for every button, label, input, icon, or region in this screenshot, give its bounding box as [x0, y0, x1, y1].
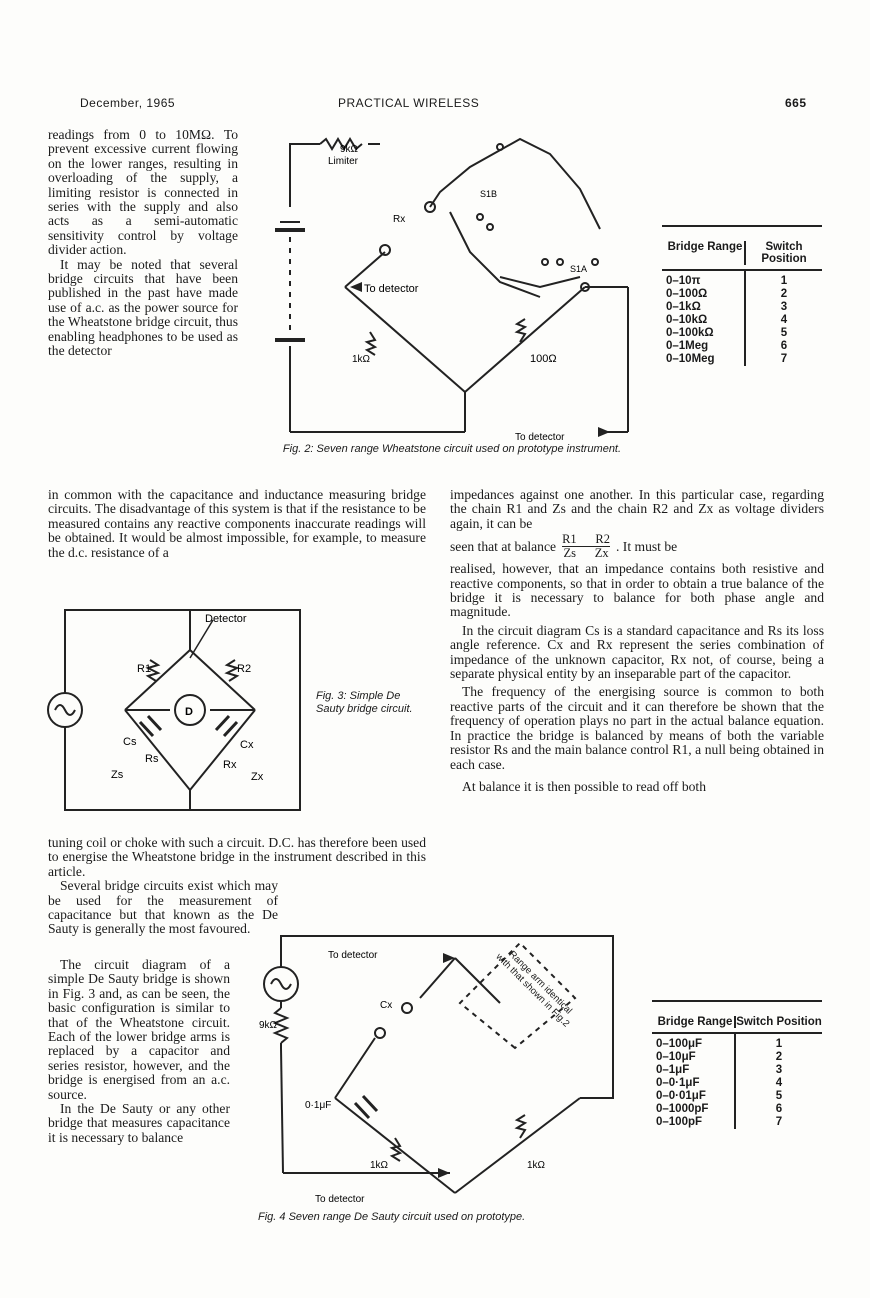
fig3-detector-d-label: D	[185, 706, 193, 718]
table-header	[662, 241, 822, 271]
table-position-column	[744, 271, 822, 366]
fig4-cx-label: Cx	[380, 1000, 393, 1011]
fig3-r2-label: R2	[237, 663, 252, 675]
fig2-rx-label: Rx	[393, 214, 406, 225]
table-cell: 0–1000pF	[656, 1103, 709, 1115]
paragraph: In the circuit diagram Cs is a standard capacitance and Rs its loss angle reference. Cx and Rx represent the series combination of impedance of the unknown capacitor, Rx not, of course, being a separate physical entity by an inseparable part of the capacitor.	[450, 622, 824, 682]
table-cell: 0–0·1μF	[656, 1077, 700, 1089]
fig4-diagram	[245, 928, 625, 1208]
fig2-to-detector2-label: To detector	[515, 432, 565, 442]
table-bridge-ranges-capacitance	[652, 1000, 822, 1129]
table-position-column	[734, 1034, 822, 1129]
fig2-caption: Fig. 2: Seven range Wheatstone circuit used on prototype instrument.	[282, 443, 622, 455]
fig2-s1b-label: S1B	[480, 189, 498, 199]
paragraph: tuning coil or choke with such a circuit. D.C. has therefore been used to energise the Wheatstone bridge in the instrument described in this article.	[48, 835, 426, 879]
header-title: PRACTICAL WIRELESS	[338, 96, 480, 110]
paragraph: Several bridge circuits exist which may be used for the measurement of capacitance but that known as the De Sauty is generally the most favoured.	[48, 878, 278, 937]
table-cell: 0–10kΩ	[666, 314, 708, 326]
fig4-r-right-label: 1kΩ	[527, 1160, 546, 1171]
table-body	[662, 271, 822, 366]
table-cell: 1	[775, 1038, 783, 1050]
fig3-cs-label: Cs	[123, 736, 137, 748]
fig4-c01-label: 0·1μF	[305, 1100, 332, 1111]
paragraph: It may be noted that several bridge circuits that have been published in the past have made use of a.c. as the power source for the Wheatstone bridge circuit, thus enabling headphones to be used as the detector	[48, 256, 238, 359]
table-cell: 4	[780, 314, 788, 326]
table-cell: 5	[780, 327, 788, 339]
table-cell: 0–0·01μF	[656, 1090, 706, 1102]
fig2-to-detector-label: To detector	[364, 283, 419, 295]
table-cell: 0–100pF	[656, 1116, 703, 1128]
fig2-limiter-value: 9kΩ	[340, 144, 359, 155]
table-cell: 2	[780, 288, 788, 300]
table-cell: 0–1Meg	[666, 340, 709, 352]
body-left-top	[48, 128, 238, 359]
paragraph: The circuit diagram of a simple De Sauty bridge is shown in Fig. 3 and, as can be seen, the basic configuration is similar to that of the Wheatstone circuit. Each of the lower bridge arms is replaced by a capacitor and series resistor, however, and the bridge is energised from an a.c. source.	[48, 957, 230, 1102]
header-page-number: 665	[785, 96, 807, 110]
body-right	[450, 488, 824, 794]
body-left-mid: in common with the capacitance and inductance measuring bridge circuits. The disadvantage of this system is that if the resistance to be measured contains any reactive components inaccurate readings will be obtained. It would be almost impossible, for example, to measure the d.c. resistance of a	[48, 487, 426, 560]
table-top-rule	[662, 225, 822, 227]
table-cell: 6	[780, 340, 788, 352]
body-left-bottom	[48, 958, 230, 1145]
fig2-r-left-label: 1kΩ	[352, 354, 371, 365]
fig2-r-right-label: 100Ω	[530, 353, 557, 365]
fig3-zs-label: Zs	[111, 769, 124, 781]
equation-prefix: seen that at balance	[450, 538, 557, 554]
table-cell: 0–100kΩ	[666, 327, 714, 339]
table-cell: 2	[775, 1051, 783, 1063]
fig4-range-arm-note: Range arm identical with that shown in Fig.2	[493, 948, 575, 1030]
table-cell: 0–10μF	[656, 1051, 696, 1063]
paragraph: readings from 0 to 10MΩ. To prevent excessive current flowing on the lower ranges, resulting in overloading of the supply, a limiting resistor is connected in series with the supply and also acts as a semi-automatic sensitivity control by voltage divider action.	[48, 127, 238, 258]
table-cell: 5	[775, 1090, 783, 1102]
fig4-r-left-label: 1kΩ	[370, 1160, 389, 1171]
table-cell: 6	[775, 1103, 783, 1115]
table-cell: 0–10Meg	[666, 353, 715, 365]
fig2-limiter-label: Limiter	[328, 156, 359, 167]
fig4-to-detector2-label: To detector	[315, 1194, 365, 1205]
equation-denominator: Zs Zx	[563, 546, 609, 561]
table-cell: 1	[780, 275, 788, 287]
fig3-caption: Fig. 3: Simple De Sauty bridge circuit.	[316, 690, 413, 715]
table-cell: 7	[780, 353, 788, 365]
table-cell: 0–1μF	[656, 1064, 690, 1076]
table-top-rule	[652, 1000, 822, 1002]
paragraph: At balance it is then possible to read off both	[462, 778, 707, 794]
fig3-rx-label: Rx	[223, 759, 237, 771]
fig3-detector-label: Detector	[205, 613, 247, 625]
fig3-diagram	[45, 590, 305, 830]
table-header-range: Bridge Range	[667, 241, 743, 253]
fig4-to-detector-label: To detector	[328, 950, 378, 961]
table-cell: 7	[775, 1116, 783, 1128]
table-header-position: Switch Position	[734, 1016, 822, 1028]
table-cell: 3	[775, 1064, 783, 1076]
table-bridge-ranges-resistance	[662, 225, 822, 366]
equation-suffix: . It must be	[616, 538, 678, 554]
fig3-cx-label: Cx	[240, 739, 254, 751]
table-range-column	[662, 271, 744, 366]
table-header-range: Bridge Range	[657, 1016, 733, 1028]
equation-fraction	[562, 533, 610, 560]
paragraph: impedances against one another. In this particular case, regarding the chain R1 and Zs and the chain R2 and Zx as voltage dividers again, it can be	[450, 487, 824, 531]
fig2-diagram	[250, 122, 650, 442]
paragraph: The frequency of the energising source is common to both reactive parts of the circuit and it can therefore be shown that the frequency of operation plays no part in the actual balance equation. In practice the bridge is balanced by means of both the variable resistor Rs and the main balance control R1, a null being obtained in each case.	[450, 684, 824, 772]
balance-equation	[450, 533, 824, 560]
fig2-s1a-label: S1A	[570, 264, 588, 274]
table-header	[652, 1016, 822, 1034]
table-cell: 0–100μF	[656, 1038, 703, 1050]
paragraph: In the De Sauty or any other bridge that measures capacitance it is necessary to balance	[48, 1101, 230, 1145]
table-cell: 3	[780, 301, 788, 313]
table-range-column	[652, 1034, 734, 1129]
fig3-zx-label: Zx	[251, 771, 264, 783]
table-cell: 0–100Ω	[666, 288, 708, 300]
fig4-caption: Fig. 4 Seven range De Sauty circuit used on prototype.	[258, 1211, 526, 1223]
fig4-r9k-label: 9kΩ	[259, 1020, 278, 1031]
body-left-low	[48, 836, 426, 937]
table-cell: 4	[775, 1077, 783, 1089]
table-body	[652, 1034, 822, 1129]
table-cell: 0–1kΩ	[666, 301, 701, 313]
header-date: December, 1965	[80, 96, 176, 110]
equation-numerator: R1 R2	[562, 532, 610, 547]
fig3-r1-label: R1	[137, 663, 152, 675]
fig3-rs-label: Rs	[145, 753, 159, 765]
paragraph: realised, however, that an impedance contains both resistive and reactive components, so that in order to obtain a true balance of the bridge it is necessary to balance for both phase angle and magnitude.	[450, 561, 824, 620]
table-header-position: Switch Position	[744, 241, 822, 265]
table-cell: 0–10π	[666, 275, 701, 287]
